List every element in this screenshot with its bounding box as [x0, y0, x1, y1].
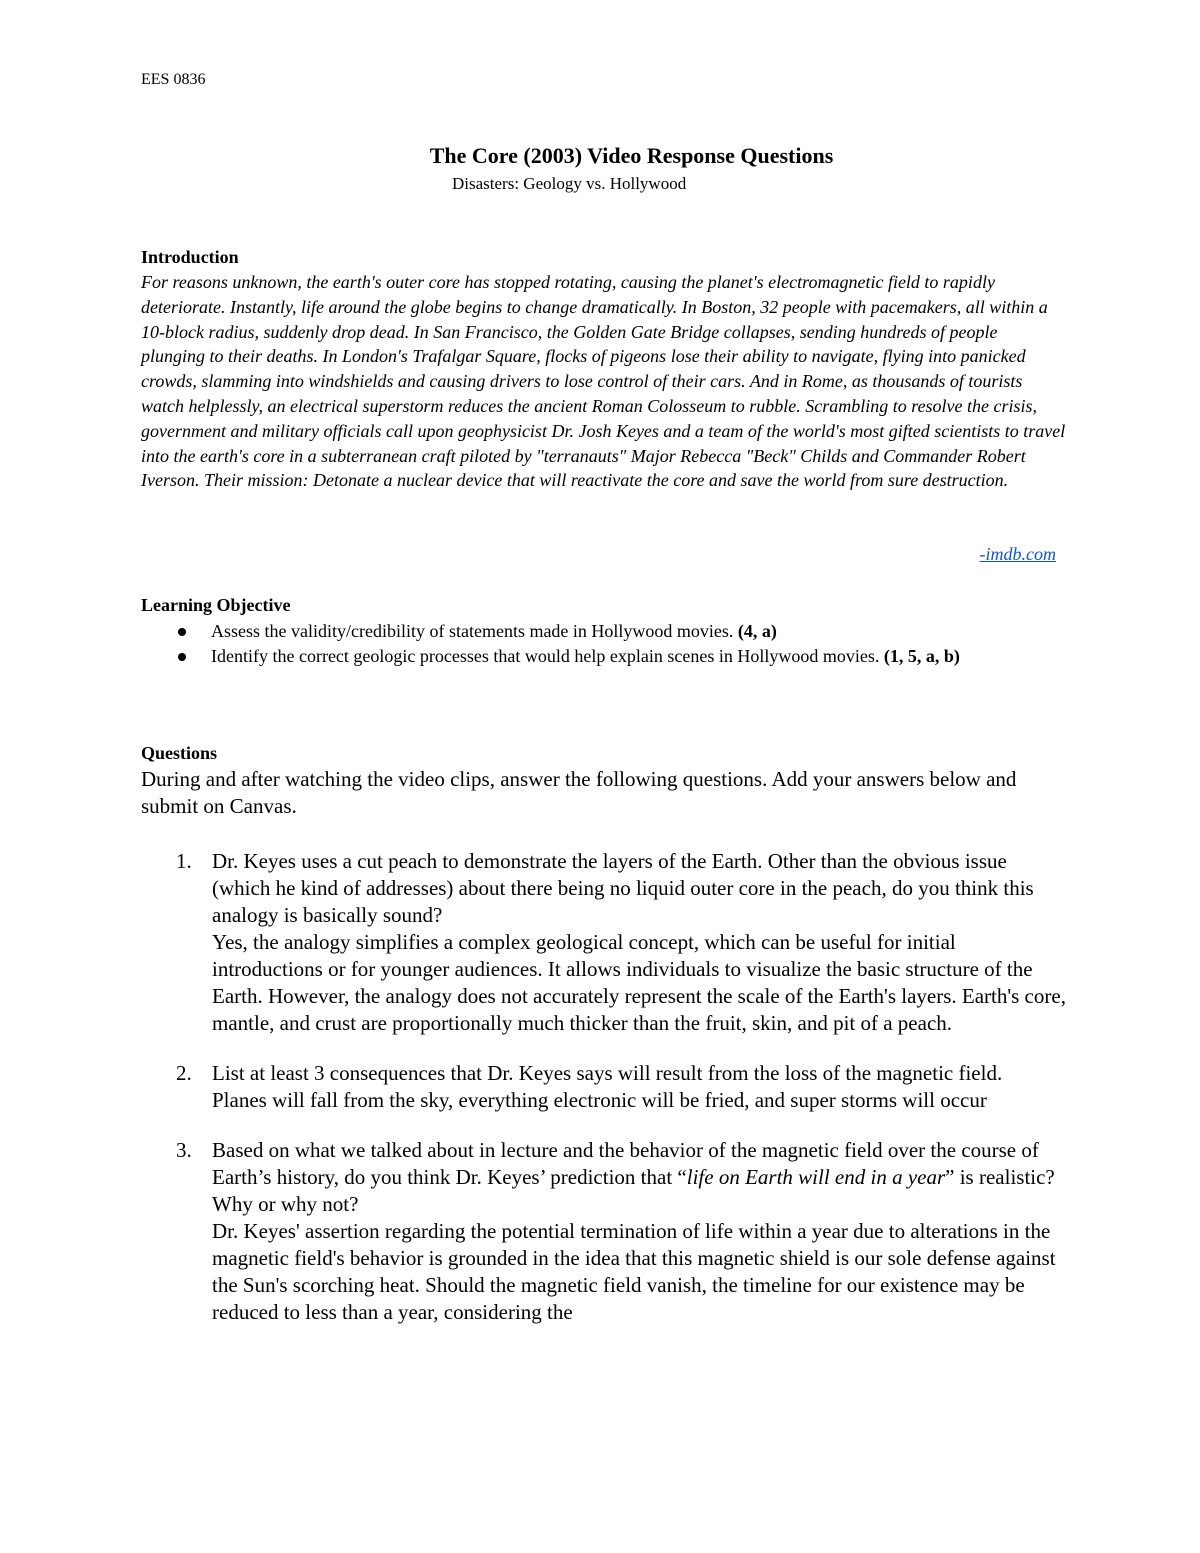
answer-text[interactable]: Yes, the analogy simplifies a complex geological concept, which can be useful for initial introductions or for younger audiences. It allows individuals to visualize the basic structure of the Earth. However, the analogy does not accurately represent the scale of the Earth's layers. Earth's core, mantle, and crust are proportionally much thicker than the fruit, skin, and pit of a peach. — [212, 930, 1066, 1035]
introduction-text: For reasons unknown, the earth's outer core has stopped rotating, causing the planet's electromagnetic field to rapidly deteriorate. Instantly, life around the globe begins to change dramatically. In Boston, 32 people with pacemakers, all within a 10-block radius, suddenly drop dead. In San Francisco, the Golden Gate Bridge collapses, sending hundreds of people plunging to their deaths. In London's Trafalgar Square, flocks of pigeons lose their ability to navigate, flying into panicked crowds, slamming into windshields and causing drivers to lose control of their cars. And in Rome, as thousands of tourists watch helplessly, an electrical superstorm reduces the ancient Roman Colosseum to rubble. Scrambling to resolve the crisis, government and military officials call upon geophysicist Dr. Josh Keyes and a team of the world's most gifted scientists to travel into the earth's core in a subterranean craft piloted by "terranauts" Major Rebecca "Beck" Childs and Commander Robert Iverson. Their mission: Detonate a nuclear device that will reactivate the core and save the world from sure destruction. — [141, 272, 1066, 491]
question-text-part: Based on what we talked about in lecture and the behavior of the magnetic field over the course of Earth’s history, do you think Dr. Keyes’ prediction that “ — [212, 1138, 1039, 1189]
objective-text: Identify the correct geologic processes that would help explain scenes in Hollywood movies. — [211, 646, 884, 666]
question-item — [141, 1137, 1066, 1326]
questions-intro: During and after watching the video clips, answer the following questions. Add your answers below and submit on Canvas. — [141, 767, 1017, 818]
source-link[interactable]: -imdb.com — [979, 544, 1056, 564]
question-text: Dr. Keyes uses a cut peach to demonstrate the layers of the Earth. Other than the obvious issue (which he kind of addresses) about there being no liquid outer core in the peach, do you think this analogy is basically sound? — [212, 849, 1034, 927]
objective-code: (1, 5, a, b) — [883, 646, 960, 666]
question-number: 1. — [176, 849, 192, 873]
question-number: 3. — [176, 1138, 192, 1162]
question-quote: life on Earth will end in a year — [686, 1165, 946, 1189]
objective-code: (4, a) — [737, 621, 777, 641]
list-item — [170, 619, 1060, 644]
bullet-icon — [178, 628, 186, 636]
list-item — [170, 644, 1060, 669]
answer-text[interactable]: Planes will fall from the sky, everything electronic will be fried, and super storms will occur — [212, 1088, 987, 1112]
question-number: 2. — [176, 1061, 192, 1085]
introduction-heading: Introduction — [141, 247, 239, 267]
course-code: EES 0836 — [141, 71, 206, 88]
answer-text[interactable]: Dr. Keyes' assertion regarding the potential termination of life within a year due to alterations in the magnetic field's behavior is grounded in the idea that this magnetic shield is our sole defense against the Sun's scorching heat. Should the magnetic field vanish, the timeline for our existence may be reduced to less than a year, considering the — [212, 1219, 1056, 1324]
question-text-part: ” is realistic? Why or why not? — [212, 1165, 1055, 1216]
question-list — [141, 848, 1066, 1326]
question-item — [141, 848, 1066, 1037]
document-subtitle: Disasters: Geology vs. Hollywood — [452, 174, 687, 193]
questions-heading: Questions — [141, 743, 218, 763]
learning-objective-heading: Learning Objective — [141, 595, 291, 615]
question-item — [141, 1060, 1066, 1114]
question-text: List at least 3 consequences that Dr. Keyes says will result from the loss of the magnetic field. — [212, 1061, 1003, 1085]
learning-objective-list — [170, 619, 1060, 669]
bullet-icon — [178, 653, 186, 661]
document-title: The Core (2003) Video Response Questions — [429, 143, 834, 168]
objective-text: Assess the validity/credibility of statements made in Hollywood movies. — [211, 621, 738, 641]
question-text — [212, 1137, 1066, 1218]
